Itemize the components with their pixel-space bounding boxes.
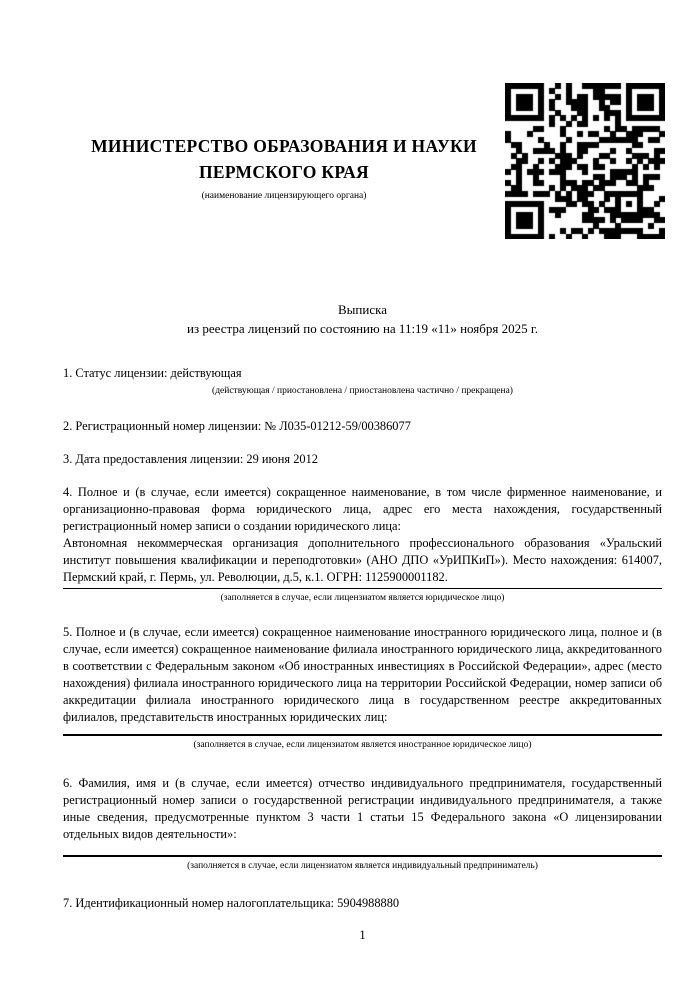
license-status-line: 1. Статус лицензии: действующая (63, 366, 242, 380)
page-number: 1 (359, 928, 366, 942)
legal-entity-value: Автономная некоммерческая организация дополнительного профессионального образования «Уральский институт повышения квалификации и переподготовки» (АНО ДПО «УрИПКиП»). Место нахождения: 614007, Пермский край, г. Пермь, ул. Революции, д.5, к.1. ОГРН: 1125900001182. (63, 536, 662, 584)
section-license-grant-date (63, 451, 662, 468)
legal-entity-paragraph: 4. Полное и (в случае, если имеется) сокращенное наименование, в том числе фирменное наименование, и организационно-правовая форма юридического лица, адрес его места нахождения, государственный регистрационный номер записи о создании юридического лица: (63, 485, 662, 533)
fill-rule (63, 855, 662, 857)
ministry-title (63, 133, 505, 185)
legal-entity-note: (заполняется в случае, если лицензиатом является юридическое лицо) (220, 593, 505, 603)
section-legal-entity (63, 484, 662, 604)
ministry-header (63, 133, 505, 201)
ministry-title-line1: МИНИСТЕРСТВО ОБРАЗОВАНИЯ И НАУКИ (91, 136, 477, 156)
section-taxpayer-id (63, 895, 662, 912)
license-number-line: 2. Регистрационный номер лицензии: № Л035-01212-59/00386077 (63, 419, 411, 433)
entrepreneur-paragraph: 6. Фамилия, имя и (в случае, если имеется) отчество индивидуального предпринимателя, государственный регистрационный номер записи о государственной регистрации индивидуального предпринимателя, а также иные сведения, предусмотренные пунктом 3 части 1 статьи 15 Федерального закона «О лицензировании отдельных видов деятельности»: (63, 776, 662, 841)
extract-date-line: из реестра лицензий по состоянию на 11:19 «11» ноября 2025 г. (187, 320, 538, 336)
qr-code-canvas (505, 83, 665, 239)
taxpayer-id-line: 7. Идентификационный номер налогоплательщика: 5904988880 (63, 896, 400, 910)
license-grant-date-line: 3. Дата предоставления лицензии: 29 июня 2012 (63, 452, 319, 466)
fill-rule (63, 588, 662, 589)
section-license-number (63, 418, 662, 435)
qr-code (505, 83, 665, 239)
fill-rule (63, 734, 662, 736)
ministry-title-line2: ПЕРМСКОГО КРАЯ (199, 162, 369, 182)
section-entrepreneur (63, 775, 662, 872)
foreign-entity-note: (заполняется в случае, если лицензиатом является иностранное юридическое лицо) (193, 740, 532, 750)
status-options-note: (действующая / приостановлена / приостановлена частично / прекращена) (212, 386, 513, 396)
licensing-authority-note: (наименование лицензирующего органа) (201, 191, 367, 201)
section-license-status (63, 365, 662, 397)
section-foreign-entity (63, 624, 662, 751)
entrepreneur-note: (заполняется в случае, если лицензиатом является индивидуальный предприниматель) (187, 861, 538, 871)
extract-subtitle (63, 301, 662, 338)
foreign-entity-paragraph: 5. Полное и (в случае, если имеется) сокращенное наименование иностранного юридического лица, полное и (в случае, если имеется) сокращенное наименование филиала иностранного юридического лица, аккредитованного в соответствии с Федеральным законом «Об иностранных инвестициях в Российской Федерации», адрес (место нахождения) филиала иностранного юридического лица на территории Российской Федерации, номер записи об аккредитации филиала иностранного юридического лица в государственном реестре аккредитованных филиалов, представительств иностранных юридических лиц: (63, 625, 662, 724)
extract-title: Выписка (338, 302, 387, 317)
